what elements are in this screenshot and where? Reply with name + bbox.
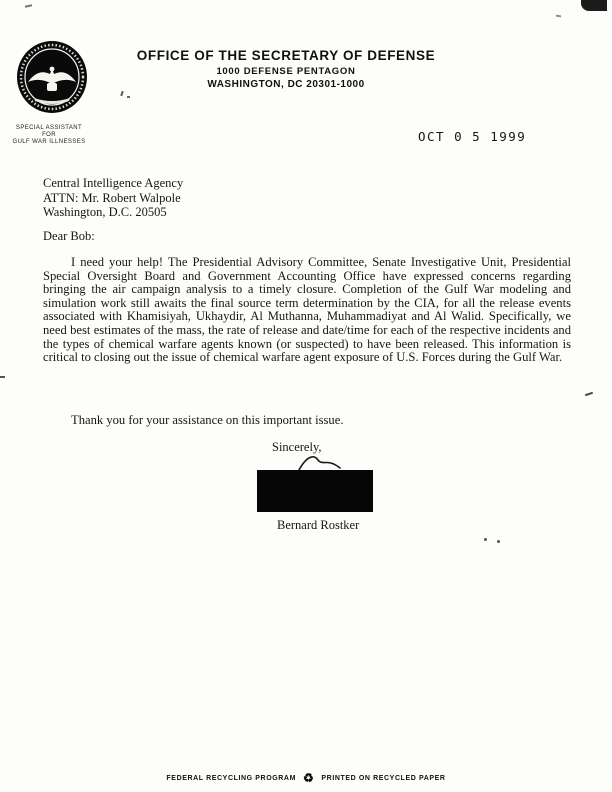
seal-caption-line2: FOR	[42, 132, 56, 138]
scan-artifact	[581, 0, 607, 11]
footer	[0, 773, 612, 783]
date-stamp: OCT 0 5 1999	[418, 129, 527, 144]
scan-artifact	[127, 96, 130, 98]
scan-artifact	[25, 4, 32, 7]
recipient-line2: ATTN: Mr. Robert Walpole	[43, 190, 181, 205]
salutation: Dear Bob:	[43, 229, 95, 243]
seal-caption-line3: GULF WAR ILLNESSES	[12, 139, 86, 145]
recipient-line1: Central Intelligence Agency	[43, 176, 184, 190]
recipient-address	[43, 176, 183, 220]
letterhead-address1: 1000 DEFENSE PENTAGON	[216, 66, 356, 77]
recycle-icon: ♻	[303, 771, 315, 785]
signature-redaction-block	[257, 470, 373, 512]
scan-artifact	[0, 376, 5, 378]
valediction: Sincerely,	[272, 440, 322, 454]
letterhead-address2: WASHINGTON, DC 20301-1000	[207, 79, 365, 90]
body-paragraph-1: I need your help! The Presidential Advisory Committee, Senate Investigative Unit, Presidential Special Oversight Board and Government Accounting Office have expressed concerns regarding bringing the air campaign analysis to a timely closure. Completion of the Gulf War modeling and simulation work still awaits the final source term determination by the CIA, for all the release events associated with Khamisiyah, Ukhaydir, Al Muthanna, Muhammadiyat and Al Walid. Specifically, we need best estimates of the mass, the rate of release and date/time for each of the respective incidents and the types of chemical warfare agents known (or suspected) to have been released. This information is critical to closing out the issue of chemical warfare agent exposure of U.S. Forces during the Gulf War.	[43, 255, 571, 365]
scan-artifact	[484, 538, 487, 541]
scan-artifact	[585, 392, 593, 397]
seal-caption	[0, 125, 98, 146]
dod-seal-icon	[16, 40, 88, 114]
recipient-line3: Washington, D.C. 20505	[43, 205, 167, 219]
scan-artifact	[120, 91, 123, 96]
footer-left-label: FEDERAL RECYCLING PROGRAM	[166, 774, 297, 782]
letterhead	[105, 48, 467, 90]
footer-right-label: PRINTED ON RECYCLED PAPER	[321, 774, 446, 782]
scan-artifact	[556, 15, 561, 18]
letterhead-office: OFFICE OF THE SECRETARY OF DEFENSE	[136, 48, 436, 63]
scan-artifact	[497, 540, 500, 543]
seal-caption-line1: SPECIAL ASSISTANT	[15, 125, 83, 131]
body-paragraph-2: Thank you for your assistance on this important issue.	[71, 413, 344, 427]
signer-name: Bernard Rostker	[277, 518, 360, 532]
